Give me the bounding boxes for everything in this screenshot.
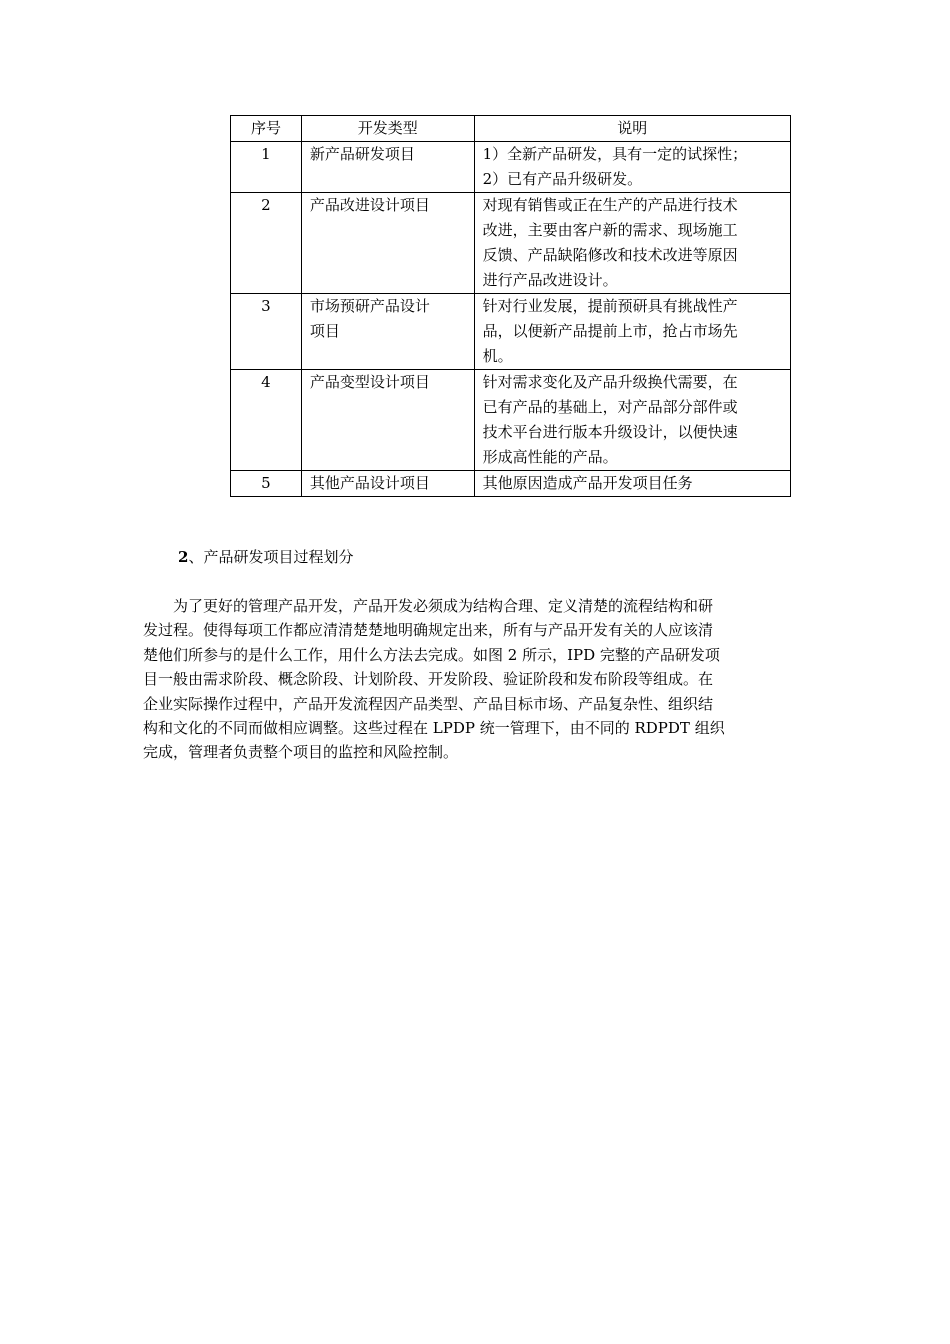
row-description	[474, 294, 790, 370]
section-heading	[178, 545, 353, 569]
row-number: 4	[231, 370, 302, 471]
row-type	[301, 294, 474, 370]
table-row	[231, 370, 791, 471]
paragraph-line: 发过程。使得每项工作都应清清楚楚地明确规定出来，所有与产品开发有关的人应该清	[143, 621, 714, 640]
row-type	[301, 370, 474, 471]
row-type-text: 市场预研产品设计	[309, 297, 430, 315]
paragraph-line: 为了更好的管理产品开发，产品开发必须成为结构合理、定义清楚的流程结构和研	[143, 597, 714, 615]
section-title: 、产品研发项目过程划分	[188, 548, 354, 566]
row-type-text: 新产品研发项目	[309, 145, 415, 163]
table-header-row	[231, 116, 791, 142]
row-description-text: 技术平台进行版本升级设计，以便快速	[482, 423, 738, 441]
header-serial-number: 序号	[231, 116, 302, 142]
paragraph-line: 完成，管理者负责整个项目的监控和风险控制。	[143, 743, 459, 762]
row-description-text: 1）全新产品研发，具有一定的试探性；	[482, 145, 748, 163]
paragraph-line: 构和文化的不同而做相应调整。这些过程在 LPDP 统一管理下，由不同的 RDPDT 组织	[143, 719, 725, 738]
row-description-text: 机。	[482, 347, 513, 365]
table-row	[231, 142, 791, 193]
row-description	[474, 370, 790, 471]
row-number: 5	[231, 471, 302, 497]
row-type-text: 产品改进设计项目	[309, 196, 430, 214]
paragraph-line: 楚他们所参与的是什么工作，用什么方法去完成。如图 2 所示，IPD 完整的产品研发项	[143, 645, 720, 664]
body-paragraph	[143, 594, 809, 765]
row-type-text: 产品变型设计项目	[309, 373, 430, 391]
row-description-text: 对现有销售或正在生产的产品进行技术	[482, 196, 738, 214]
row-number: 2	[231, 193, 302, 294]
row-type	[301, 142, 474, 193]
row-description	[474, 471, 790, 497]
section-number: 2	[178, 548, 189, 566]
row-description-text: 针对行业发展，提前预研具有挑战性产	[482, 297, 738, 315]
row-type	[301, 471, 474, 497]
row-description-text: 针对需求变化及产品升级换代需要，在	[482, 373, 738, 391]
row-description-text: 改进，主要由客户新的需求、现场施工	[482, 221, 738, 239]
row-description-text: 2）已有产品升级研发。	[482, 170, 643, 188]
table-row	[231, 294, 791, 370]
row-description-text: 品，以便新产品提前上市，抢占市场先	[482, 322, 738, 340]
row-description-text: 形成高性能的产品。	[482, 448, 618, 466]
paragraph-line: 企业实际操作过程中，产品开发流程因产品类型、产品目标市场、产品复杂性、组织结	[143, 694, 714, 713]
header-description: 说明	[474, 116, 790, 142]
paragraph-line: 目一般由需求阶段、概念阶段、计划阶段、开发阶段、验证阶段和发布阶段等组成。在	[143, 670, 714, 689]
development-type-table	[230, 115, 791, 497]
row-type-text: 其他产品设计项目	[309, 474, 430, 492]
row-description	[474, 193, 790, 294]
row-type	[301, 193, 474, 294]
header-development-type: 开发类型	[301, 116, 474, 142]
row-description	[474, 142, 790, 193]
row-type-text: 项目	[309, 322, 340, 340]
row-description-text: 反馈、产品缺陷修改和技术改进等原因	[482, 246, 738, 264]
row-description-text: 进行产品改进设计。	[482, 271, 618, 289]
row-description-text: 已有产品的基础上，对产品部分部件或	[482, 398, 738, 416]
table-row	[231, 193, 791, 294]
row-number: 3	[231, 294, 302, 370]
row-number: 1	[231, 142, 302, 193]
row-description-text: 其他原因造成产品开发项目任务	[482, 474, 693, 492]
table-row	[231, 471, 791, 497]
